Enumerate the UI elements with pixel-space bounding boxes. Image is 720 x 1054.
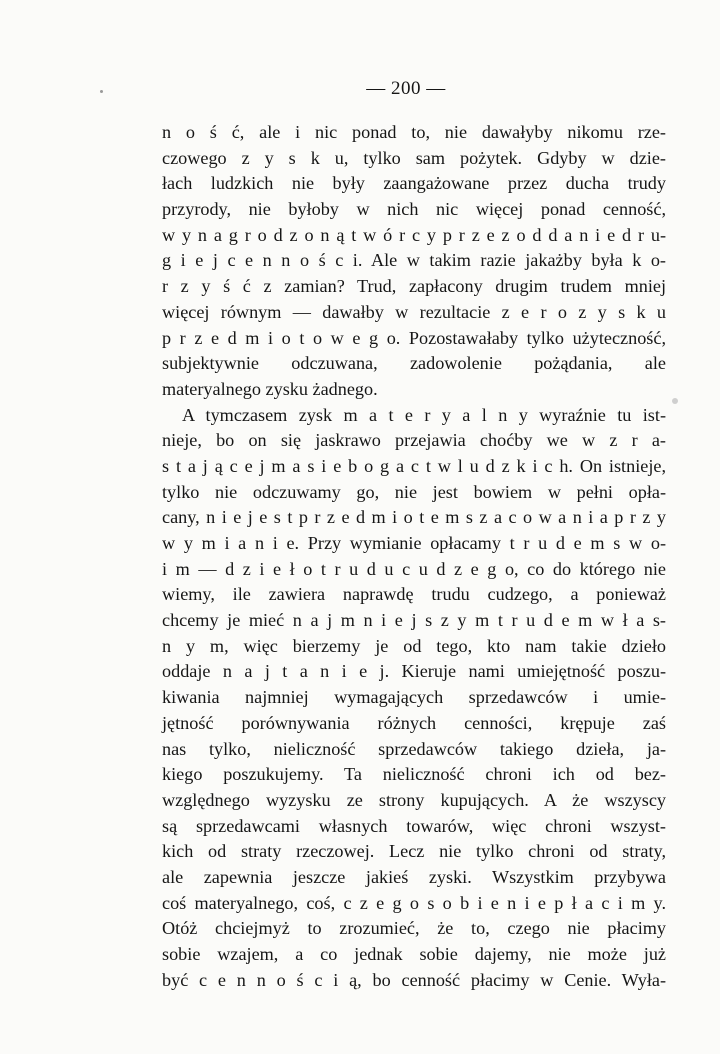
text-line: są sprzedawcami własnych towarów, więc chroni wszyst- [162, 815, 666, 836]
paragraph-start-line: A tymczasem zysk m a t e r y a l n y wyraźnie tu ist- [182, 404, 666, 425]
text-line: n y m, więc bierzemy je od tego, kto nam takie dzieło [162, 635, 666, 656]
text-line: n o ś ć, ale i nic ponad to, nie dawałyby nikomu rze- [162, 122, 666, 142]
text-line: i m — d z i e ł o t r u d u c u d z e g o, co do którego nie [162, 558, 666, 579]
text-line: nas tylko, nieliczność sprzedawców takiego dzieła, ja- [162, 738, 666, 759]
text-line: oddaje n a j t a n i e j. Kieruje nami umiejętność poszu- [162, 661, 666, 682]
text-line: subjektywnie odczuwana, zadowolenie pożądania, ale [162, 353, 666, 374]
text-line: wiemy, ile zawiera naprawdę trudu cudzego, a ponieważ [162, 584, 666, 605]
text-line: być c e n n o ś c i ą, bo cenność płacimy w Cenie. Wyła- [162, 969, 666, 990]
text-line: coś materyalnego, coś, c z e g o s o b i e n i e p ł a c i m y. [162, 892, 666, 913]
text-line: g i e j c e n n o ś c i. Ale w takim razie jakażby była k o- [162, 250, 666, 271]
text-line: w y n a g r o d z o n ą t w ó r c y p r z e z o d d a n i e d r u- [162, 224, 666, 245]
text-line: przyrody, nie byłoby w nich nic więcej ponad cenność, [162, 199, 666, 220]
text-line: łach ludzkich nie były zaangażowane przez ducha trudy [162, 173, 666, 194]
paper-speck [672, 398, 678, 404]
text-line: s t a j ą c e j m a s i e b o g a c t w l u d z k i c h. On istnieje, [162, 455, 666, 476]
text-line: więcej równym — dawałby w rezultacie z e r o z y s k u [162, 301, 666, 322]
body-text [162, 120, 666, 993]
text-line: kiwania najmniej wymagających sprzedawców i umie- [162, 687, 666, 708]
text-line: tylko nie odczuwamy go, nie jest bowiem w pełni opła- [162, 481, 666, 502]
paragraph-end-line: materyalnego zysku żadnego. [162, 378, 378, 399]
text-line: czowego z y s k u, tylko sam pożytek. Gdyby w dzie- [162, 147, 666, 168]
text-line: cany, n i e j e s t p r z e d m i o t e m s z a c o w a n i a p r z y [162, 507, 666, 528]
text-line: chcemy je mieć n a j m n i e j s z y m t r u d e m w ł a s- [162, 610, 666, 631]
text-line: względnego wyzysku ze strony kupujących. A że wszyscy [162, 789, 666, 810]
text-line: w y m i a n i e. Przy wymianie opłacamy t r u d e m s w o- [162, 533, 666, 553]
text-line: nieje, bo on się jaskrawo przejawia choćby we w z r a- [162, 430, 666, 451]
page-number: — 200 — [366, 78, 446, 99]
text-line: sobie wzajem, a co jednak sobie dajemy, nie może już [162, 944, 666, 964]
paper-speck [100, 90, 103, 93]
text-line: Otóż chciejmyż to zrozumieć, że to, czego nie płacimy [162, 918, 666, 939]
text-line: kich od straty rzeczowej. Lecz nie tylko chroni od straty, [162, 841, 666, 862]
text-line: ale zapewnia jeszcze jakieś zyski. Wszystkim przybywa [162, 866, 666, 887]
text-line: kiego poszukujemy. Ta nieliczność chroni ich od bez- [162, 764, 666, 785]
text-line: p r z e d m i o t o w e g o. Pozostawałaby tylko użyteczność, [162, 327, 666, 348]
text-line: jętność porównywania różnych cenności, krępuje zaś [162, 712, 666, 733]
text-line: r z y ś ć z zamian? Trud, zapłacony drugim trudem mniej [162, 276, 666, 297]
